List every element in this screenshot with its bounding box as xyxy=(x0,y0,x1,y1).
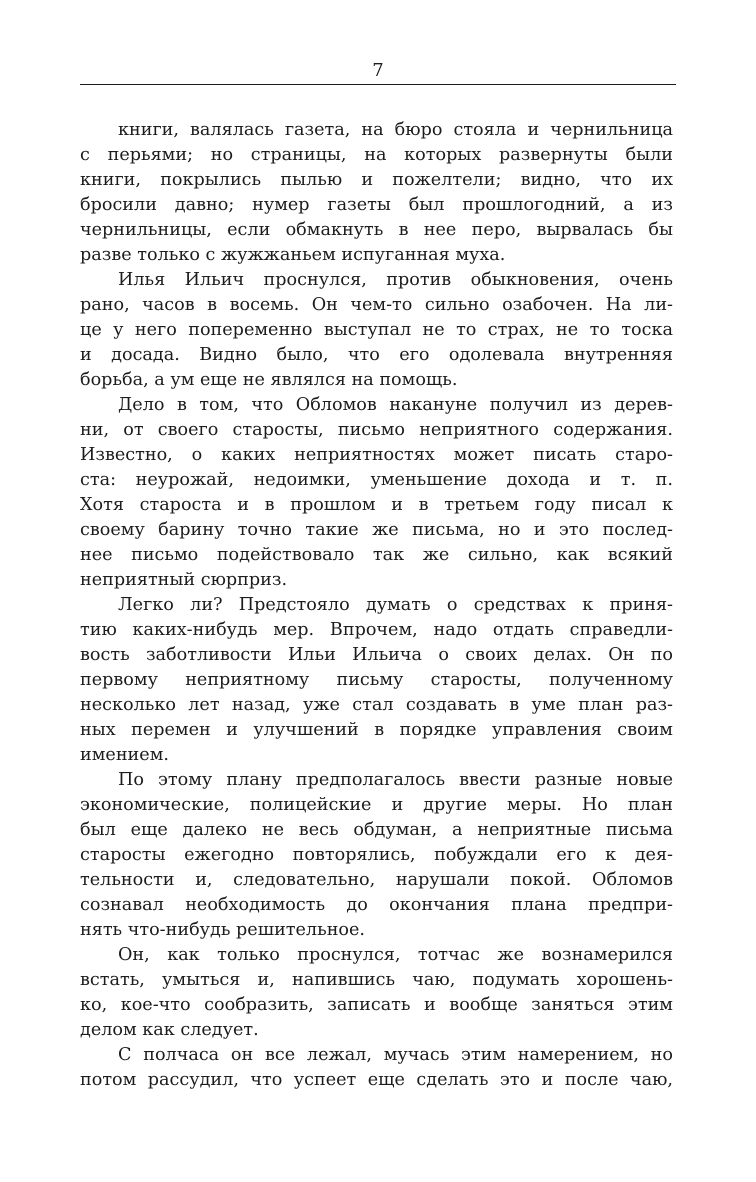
text-line: нее письмо подействовало так же сильно, как всякий xyxy=(80,545,673,565)
text-line: Хотя староста и в прошлом и в третьем году писал к xyxy=(80,495,673,515)
text-line: ных перемен и улучшений в порядке управления своим xyxy=(80,720,673,740)
paragraph xyxy=(80,393,673,593)
text-line: Легко ли? Предстояло думать о средствах к приня- xyxy=(118,595,673,615)
text-line: Илья Ильич проснулся, против обыкновения, очень xyxy=(118,270,673,290)
text-line: ко, кое-что сообразить, записать и вообще заняться этим xyxy=(80,995,673,1015)
text-line: Он, как только проснулся, тотчас же вознамерился xyxy=(118,945,673,965)
header-rule xyxy=(80,84,676,85)
text-line: сознавал необходимость до окончания плана предпри- xyxy=(80,895,673,915)
text-line: бросили давно; нумер газеты был прошлогодний, а из xyxy=(80,195,673,215)
page-number: 7 xyxy=(372,60,384,81)
text-line: книги, покрылись пылью и пожелтели; видно, что их xyxy=(80,170,673,190)
text-line: старосты ежегодно повторялись, побуждали его к дея- xyxy=(80,845,673,865)
paragraph xyxy=(80,1043,673,1093)
text-line: рано, часов в восемь. Он чем-то сильно озабочен. На ли- xyxy=(80,295,673,315)
text-line: несколько лет назад, уже стал создавать в уме план раз- xyxy=(80,695,673,715)
text-line: встать, умыться и, напившись чаю, подумать хорошень- xyxy=(80,970,673,990)
text-line: разве только с жужжаньем испуганная муха. xyxy=(80,245,506,265)
paragraph xyxy=(80,268,673,393)
text-line: неприятный сюрприз. xyxy=(80,570,288,590)
text-line: ста: неурожай, недоимки, уменьшение дохода и т. п. xyxy=(80,470,673,490)
text-line: С полчаса он все лежал, мучась этим намерением, но xyxy=(118,1045,673,1065)
text-line: тельности и, следовательно, нарушали покой. Обломов xyxy=(80,870,673,890)
text-body xyxy=(80,118,673,1093)
text-line: ни, от своего старосты, письмо неприятного содержания. xyxy=(80,420,673,440)
text-line: борьба, а ум еще не являлся на помощь. xyxy=(80,370,458,390)
text-line: Известно, о каких неприятностях может писать старо- xyxy=(80,445,673,465)
paragraph xyxy=(80,593,673,768)
text-line: имением. xyxy=(80,745,169,765)
paragraph xyxy=(80,768,673,943)
text-line: с перьями; но страницы, на которых развернуты были xyxy=(80,145,673,165)
text-line: тию каких-нибудь мер. Впрочем, надо отдать справедли- xyxy=(80,620,673,640)
text-line: це у него попеременно выступал не то страх, не то тоска xyxy=(80,320,673,340)
text-line: первому неприятному письму старосты, полученному xyxy=(80,670,673,690)
text-line: и досада. Видно было, что его одолевала внутренняя xyxy=(80,345,673,365)
text-line: По этому плану предполагалось ввести разные новые xyxy=(118,770,673,790)
text-line: был еще далеко не весь обдуман, а неприятные письма xyxy=(80,820,673,840)
text-line: Дело в том, что Обломов накануне получил из дерев- xyxy=(118,395,673,415)
text-line: книги, валялась газета, на бюро стояла и чернильница xyxy=(118,120,673,140)
paragraph xyxy=(80,943,673,1043)
text-line: потом рассудил, что успеет еще сделать это и после чаю, xyxy=(80,1070,673,1090)
text-line: своему барину точно такие же письма, но и это послед- xyxy=(80,520,673,540)
paragraph xyxy=(80,118,673,268)
text-line: делом как следует. xyxy=(80,1020,259,1040)
text-line: нять что-нибудь решительное. xyxy=(80,920,366,940)
text-line: чернильницы, если обмакнуть в нее перо, вырвалась бы xyxy=(80,220,673,240)
text-line: экономические, полицейские и другие меры. Но план xyxy=(80,795,673,815)
text-line: вость заботливости Ильи Ильича о своих делах. Он по xyxy=(80,645,673,665)
